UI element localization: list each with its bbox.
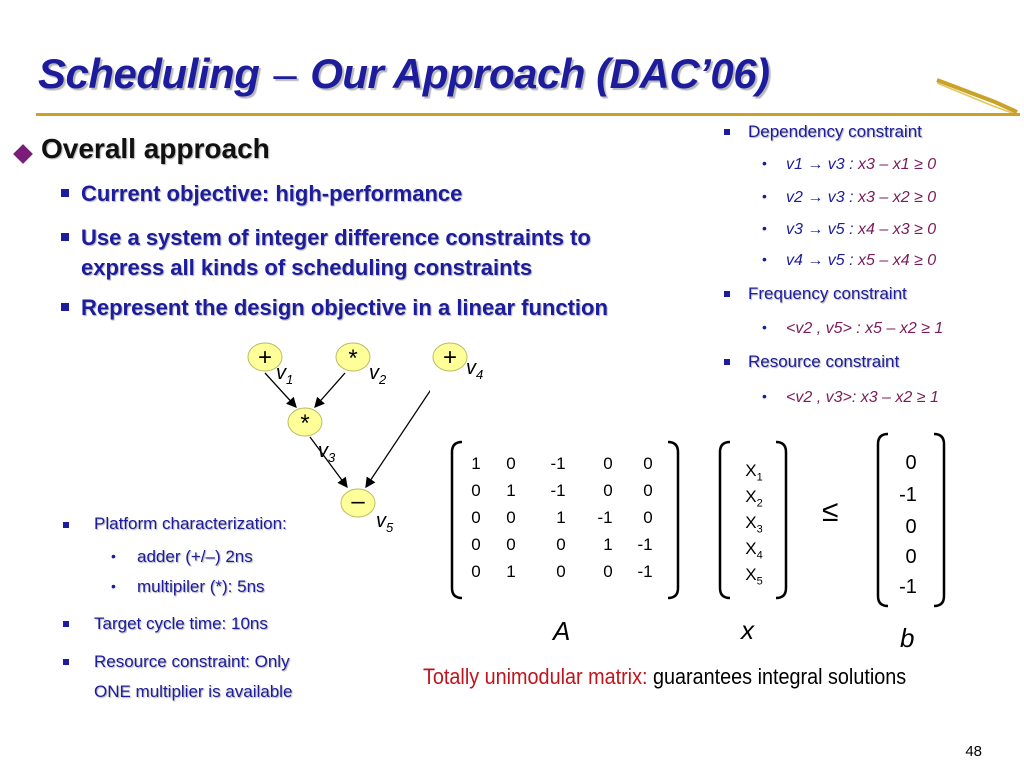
node-v2 [333,341,373,373]
matrix-cell: 0 [603,481,613,500]
vector-b-entry: 0 [905,546,917,568]
node-v4 [430,341,470,373]
square-bullet-icon [63,621,69,627]
matrix-cell: 0 [643,508,653,527]
node-v4-op: + [442,344,458,371]
edge-v4-v5 [366,373,430,487]
node-label-v5: $v_5$ [376,510,394,535]
node-v5-op: – [351,488,365,515]
node-label-v3: $v_3$ [318,440,336,465]
node-label-v2: $v_2$ [369,362,387,387]
dot-bullet-icon: • [762,220,767,236]
dot-bullet-icon: • [111,548,116,564]
overall-approach-heading: Overall approach [41,133,270,164]
vector-x-entry: $X_1$ [745,461,763,484]
node-v2-op: * [348,345,358,372]
square-bullet-icon [724,129,730,135]
node-v5 [338,487,378,519]
resource-constraint-line2: ONE multiplier is available [94,682,293,701]
vector-x-entry: $X_5$ [745,565,763,588]
square-bullet-icon [63,659,69,665]
square-bullet-icon [61,189,69,197]
vector-b-entry: -1 [899,484,917,506]
dep-item-3: v3 → v5 : x4 – x3 ≥ 0 [786,221,937,238]
matrix-cell: 0 [643,481,653,500]
vector-x-entry: $X_4$ [745,539,763,562]
bullet-constraints-line1: Use a system of integer difference constraints to [81,225,591,250]
unimodular-note: Totally unimodular matrix: guarantees integral solutions [423,664,907,689]
matrix-cell: 1 [506,481,516,500]
node-label-v1: $v_1$ [276,362,294,387]
matrix-cell: -1 [550,481,566,500]
node-label-v4: $v_4$ [466,357,484,382]
vector-b-entry: -1 [899,576,917,598]
bullet-objective: Current objective: high-performance [81,181,463,206]
dep-item-1: v1 → v3 : x3 – x1 ≥ 0 [786,156,937,173]
vector-b-entry: 0 [905,516,917,538]
square-bullet-icon [63,522,69,528]
frequency-constraint-label: Frequency constraint [748,284,907,303]
vector-x-entry: $X_2$ [745,487,763,510]
dot-bullet-icon: • [111,578,116,594]
page-number: 48 [965,743,982,760]
matrix-cell: 0 [643,454,653,473]
res-item: <v2 , v3>: x3 – x2 ≥ 1 [786,389,939,406]
matrix-cell: 1 [506,562,516,581]
vector-x-entry: $X_3$ [745,513,763,536]
matrix-cell: 0 [471,535,481,554]
dot-bullet-icon: • [762,388,767,404]
diamond-bullet-icon [13,144,33,164]
matrix-cell: 0 [603,562,613,581]
dot-bullet-icon: • [762,319,767,335]
square-bullet-icon [61,233,69,241]
matrix-cell: -1 [550,454,566,473]
multiplier-timing: multipiler (*): 5ns [137,577,265,596]
edge-v2-v3 [315,373,345,407]
matrix-cell: -1 [637,562,653,581]
freq-item: <v2 , v5> : x5 – x2 ≥ 1 [786,320,944,337]
title-underline [36,113,1020,116]
matrix-cell: 0 [506,454,516,473]
node-v3 [285,406,325,438]
dep-item-4: v4 → v5 : x5 – x4 ≥ 0 [786,252,937,269]
node-v1-op: + [257,344,273,371]
square-bullet-icon [724,291,730,297]
bullet-constraints-line2: express all kinds of scheduling constraints [81,255,533,280]
matrix-cell: -1 [597,508,613,527]
matrix-cell: 1 [603,535,613,554]
matrix-cell: 1 [556,508,566,527]
square-bullet-icon [724,359,730,365]
matrix-cell: 0 [603,454,613,473]
dot-bullet-icon: • [762,155,767,171]
matrix-cell: 1 [471,454,481,473]
adder-timing: adder (+/–) 2ns [137,547,253,566]
dot-bullet-icon: • [762,188,767,204]
resource-constraint-line1: Resource constraint: Only [94,652,290,671]
vector-b-entry: 0 [905,452,917,474]
node-v3-op: * [300,410,310,437]
less-equal-symbol: ≤ [822,495,839,528]
dep-item-2: v2 → v3 : x3 – x2 ≥ 0 [786,189,937,206]
resource-constraint-label: Resource constraint [748,352,900,371]
label-b: b [900,623,915,653]
dot-bullet-icon: • [762,251,767,267]
label-A: A [553,616,571,646]
matrix-cell: -1 [637,535,653,554]
matrix-cell: 0 [471,562,481,581]
label-x: x [741,615,754,645]
slide-title: Scheduling – Our Approach (DAC’06) [38,50,770,97]
square-bullet-icon [61,303,69,311]
matrix-cell: 0 [471,508,481,527]
target-cycle-time: Target cycle time: 10ns [94,614,268,633]
matrix-cell: 0 [556,562,566,581]
matrix-cell: 0 [471,481,481,500]
matrix-cell: 0 [556,535,566,554]
platform-characterization: Platform characterization: [94,514,287,533]
matrix-cell: 0 [506,535,516,554]
decorative-gold-swoosh [935,78,1020,118]
matrix-cell: 0 [506,508,516,527]
dependency-constraint-label: Dependency constraint [748,122,922,141]
bullet-objective-function: Represent the design objective in a linear function [81,295,608,320]
